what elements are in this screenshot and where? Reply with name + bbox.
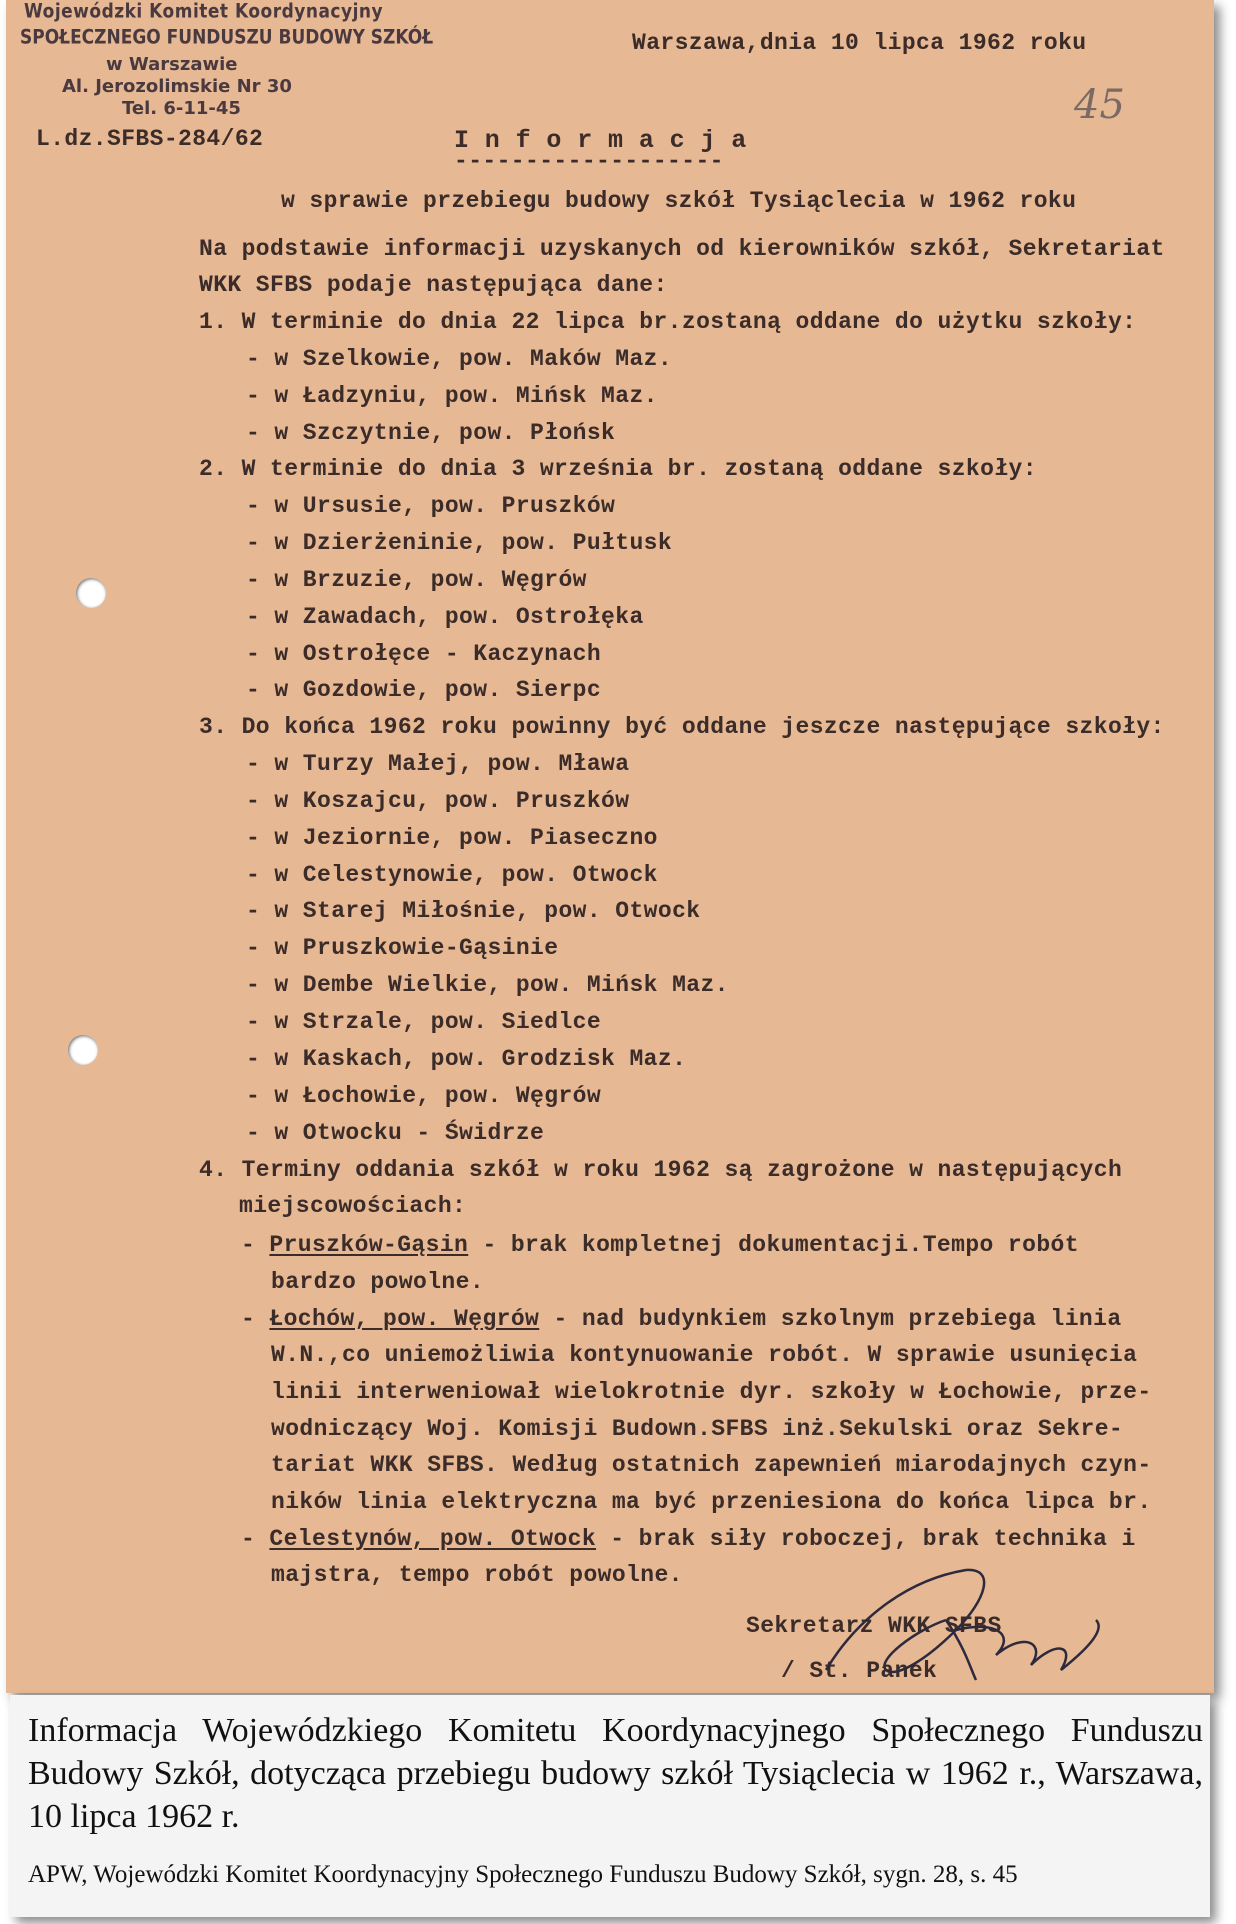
list-item: - w Szczytnie, pow. Płońsk: [246, 420, 616, 446]
reference-number: L.dz.SFBS-284/62: [36, 126, 264, 152]
concern-text-line: bardzo powolne.: [271, 1269, 485, 1295]
list-item: - w Łochowie, pow. Węgrów: [246, 1083, 602, 1109]
list-item: - w Gozdowie, pow. Sierpc: [246, 677, 602, 703]
intro-line-2: WKK SFBS podaje następująca dane:: [199, 272, 668, 298]
intro-line-1: Na podstawie informacji uzyskanych od kierowników szkół, Sekretariat: [199, 236, 1165, 262]
section-2-heading: 2. W terminie do dnia 3 września br. zostaną oddane szkoły:: [199, 456, 1037, 482]
list-item: - w Dembe Wielkie, pow. Mińsk Maz.: [246, 972, 729, 998]
caption-box: [10, 1695, 1210, 1917]
subject-line: w sprawie przebiegu budowy szkół Tysiąclecia w 1962 roku: [281, 188, 1077, 214]
list-item: - w Ładzyniu, pow. Mińsk Maz.: [246, 383, 658, 409]
list-item: - w Jeziornie, pow. Piaseczno: [246, 825, 658, 851]
caption-source: APW, Wojewódzki Komitet Koordynacyjny Społecznego Funduszu Budowy Szkół, sygn. 28, s. 45: [28, 1861, 1018, 1888]
stamp-line-2: SPOŁECZNEGO FUNDUSZU BUDOWY SZKÓŁ: [20, 26, 434, 50]
handwritten-signature: [796, 1560, 1116, 1690]
place-name: Celestynów, pow. Otwock: [269, 1526, 597, 1552]
list-item: - w Zawadach, pow. Ostrołęka: [246, 604, 644, 630]
section-4-heading-line-1: 4. Terminy oddania szkół w roku 1962 są zagrożone w następujących: [199, 1157, 1123, 1183]
list-item: - w Kaskach, pow. Grodzisk Maz.: [246, 1046, 687, 1072]
concern-text-line: majstra, tempo robót powolne.: [271, 1562, 683, 1588]
concern-item-lochow: - Łochów, pow. Węgrów - nad budynkiem szkolnym przebiega linia: [241, 1306, 1122, 1332]
document-page: [6, 0, 1214, 1693]
concern-text-line: W.N.,co uniemożliwia kontynuowanie robót. W sprawie usunięcia: [271, 1342, 1138, 1368]
place-date: Warszawa,dnia 10 lipca 1962 roku: [632, 30, 1087, 56]
list-item: - w Brzuzie, pow. Węgrów: [246, 567, 587, 593]
concern-item-celestynow: - Celestynów, pow. Otwock - brak siły roboczej, brak technika i: [241, 1526, 1136, 1552]
list-item: - w Ursusie, pow. Pruszków: [246, 493, 616, 519]
stamp-line-3: w Warszawie: [106, 54, 238, 75]
concern-text-line: linii interweniował wielokrotnie dyr. szkoły w Łochowie, prze-: [271, 1379, 1152, 1405]
punch-hole: [76, 578, 106, 608]
signature-name: / St. Panek: [781, 1658, 938, 1684]
list-item: - w Strzale, pow. Siedlce: [246, 1009, 602, 1035]
list-item: - w Koszajcu, pow. Pruszków: [246, 788, 630, 814]
concern-text-line: tariat WKK SFBS. Według ostatnich zapewnień miarodajnych czyn-: [271, 1452, 1152, 1478]
signature-role: Sekretarz WKK SFBS: [746, 1613, 1002, 1639]
stamp-line-4: Al. Jerozolimskie Nr 30: [62, 76, 292, 97]
stamp-line-1: Wojewódzki Komitet Koordynacyjny: [24, 0, 384, 24]
section-4-heading-line-2: miejscowościach:: [239, 1193, 467, 1219]
list-item: - w Celestynowie, pow. Otwock: [246, 862, 658, 888]
place-name: Pruszków-Gąsin: [269, 1232, 469, 1258]
list-item: - w Szelkowie, pow. Maków Maz.: [246, 346, 673, 372]
document-title: I n f o r m a c j a: [454, 126, 747, 155]
stamp-line-5: Tel. 6-11-45: [122, 98, 241, 119]
page-number: 45: [1074, 82, 1125, 128]
concern-item-pruszkow: - Pruszków-Gąsin - brak kompletnej dokumentacji.Tempo robót: [241, 1232, 1079, 1258]
list-item: - w Dzierżeninie, pow. Pułtusk: [246, 530, 673, 556]
place-name: Łochów, pow. Węgrów: [269, 1306, 540, 1332]
title-rule: -------------------: [454, 148, 724, 174]
list-item: - w Pruszkowie-Gąsinie: [246, 935, 559, 961]
section-3-heading: 3. Do końca 1962 roku powinny być oddane jeszcze następujące szkoły:: [199, 714, 1165, 740]
list-item: - w Starej Miłośnie, pow. Otwock: [246, 898, 701, 924]
section-1-heading: 1. W terminie do dnia 22 lipca br.zostaną oddane do użytku szkoły:: [199, 309, 1137, 335]
caption-text: Informacja Wojewódzkiego Komitetu Koordynacyjnego Społecznego Funduszu Budowy Szkół, dotycząca przebiegu budowy szkół Tysiąclecia w 1962 r., Warszawa, 10 lipca 1962 r.: [28, 1712, 1203, 1835]
concern-text-line: ników linia elektryczna ma być przeniesiona do końca lipca br.: [271, 1489, 1152, 1515]
list-item: - w Otwocku - Świdrze: [246, 1120, 545, 1146]
concern-text-line: wodniczący Woj. Komisji Budown.SFBS inż.Sekulski oraz Sekre-: [271, 1416, 1124, 1442]
list-item: - w Turzy Małej, pow. Mława: [246, 751, 630, 777]
list-item: - w Ostrołęce - Kaczynach: [246, 641, 602, 667]
punch-hole: [68, 1035, 98, 1065]
